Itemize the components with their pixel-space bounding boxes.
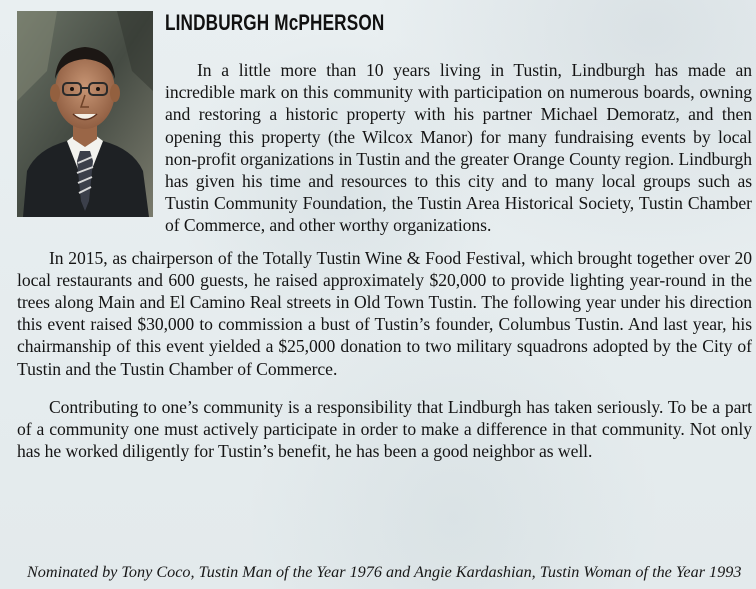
paragraph-1: In a little more than 10 years living in Tustin, Lindburgh has made an incredible mark on this community with participation on numerous boards, owning and restoring a historic property with his partner Michael Demoratz, and then opening this property (the Wilcox Manor) for many fundraising events by local non-profit organizations in Tustin and the greater Orange County region. Lindburgh has given his time and resources to this city and to many local groups such as Tustin Community Foundation, the Tustin Area Historical Society, Tustin Chamber of Commerce, and other worthy organizations.	[165, 60, 752, 236]
nomination-credit: Nominated by Tony Coco, Tustin Man of the Year 1976 and Angie Kardashian, Tustin Woman of the Year 1993	[27, 563, 742, 581]
paragraph-2: In 2015, as chairperson of the Totally Tustin Wine & Food Festival, which brought together over 20 local restaurants and 600 guests, he raised approximately $20,000 to provide lighting year-round in the trees along Main and El Camino Real streets in Old Town Tustin. The following year under his direction this event raised $30,000 to commission a bust of Tustin’s founder, Columbus Tustin. And last year, his chairmanship of this event yielded a $25,000 donation to two military squadrons adopted by the City of Tustin and the Tustin Chamber of Commerce.	[17, 247, 752, 379]
article-body	[17, 59, 752, 462]
page-title: LINDBURGH McPHERSON	[165, 10, 385, 35]
paragraph-3: Contributing to one’s community is a responsibility that Lindburgh has taken seriously. To be a part of a community one must actively participate in order to make a difference in that community. Not only has he worked diligently for Tustin’s benefit, he has been a good neighbor as well.	[17, 396, 752, 462]
portrait-spacer	[17, 59, 165, 217]
